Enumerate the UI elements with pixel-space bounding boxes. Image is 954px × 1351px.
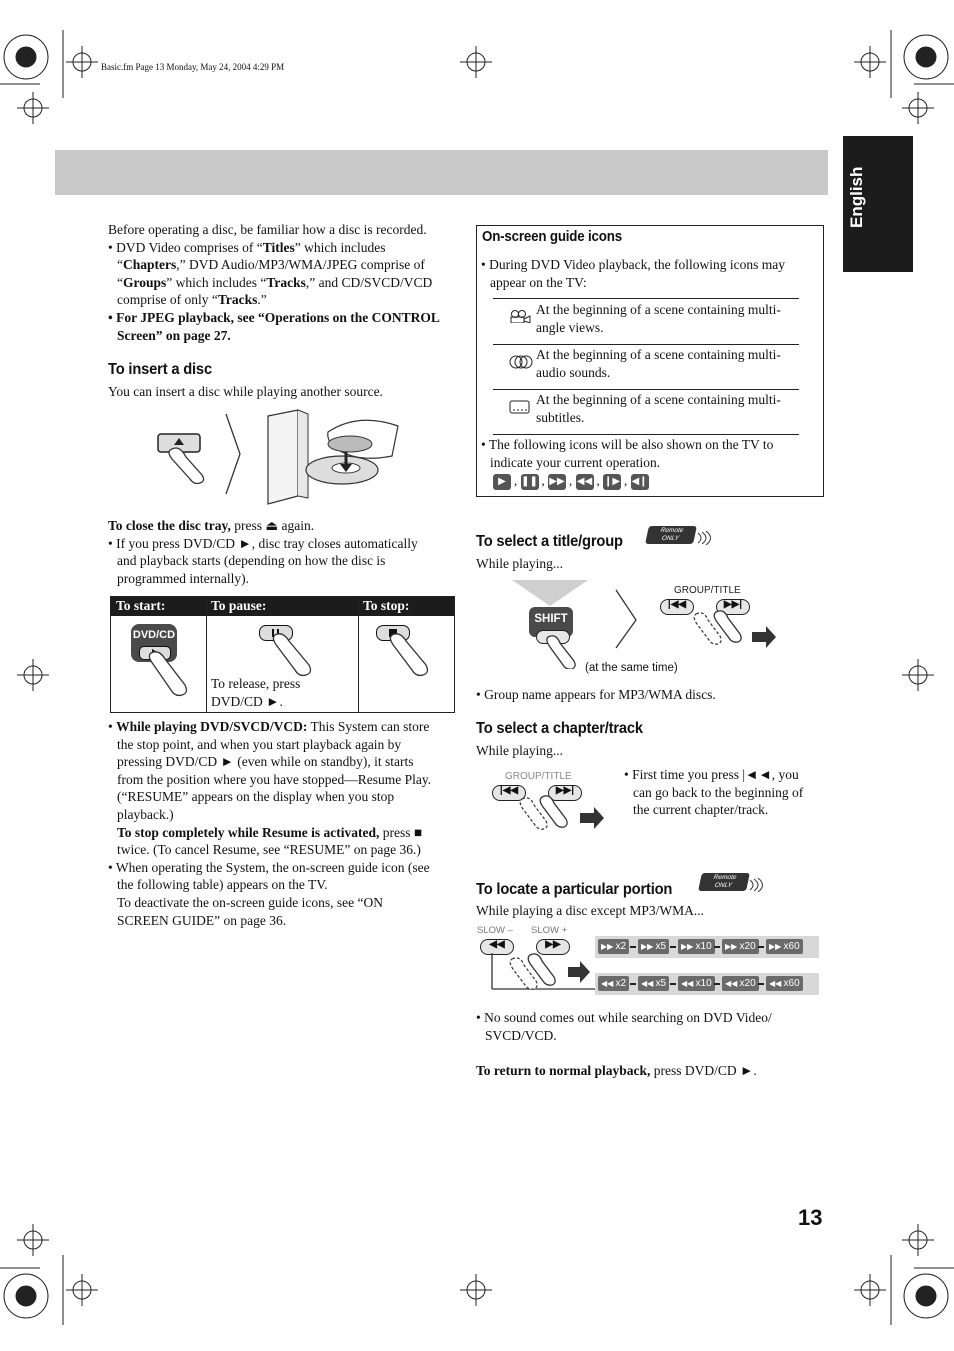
speed-arrow [758,983,764,985]
remote-only-line: Remote [659,527,685,534]
finger-illustration [690,608,780,658]
select-title-note: • Group name appears for MP3/WMA discs. [476,687,716,702]
divider [493,298,799,299]
resume-line [108,824,458,842]
select-title-heading: To select a title/group [476,533,623,550]
resume-text: To deactivate the on-screen guide icons, see “ON [117,894,383,910]
onscreen-guide-box [476,225,824,497]
reverse-speed-chip [722,976,759,991]
pause-note-line: DVD/CD ►. [211,693,283,709]
resume-line [108,753,458,771]
guide-intro-line: • During DVD Video playback, the following icons may [481,257,785,272]
chapter-note-line: • First time you press |◄◄, you [624,767,799,782]
term-titles: Titles [262,239,295,255]
speed-arrow [670,983,676,985]
text-segment: “ [117,257,123,273]
guide-outro-line: • The following icons will be also shown on the TV to [481,437,774,452]
rewind-icon: ◀◀ [489,939,505,950]
locate-note-line: SVCD/VCD. [485,1027,557,1043]
guide-intro [481,256,816,291]
resume-section [108,718,458,929]
fast-forward-icon: ▶▶ [681,942,696,951]
resume-text: the following table) appears on the TV. [117,877,328,893]
language-tab-label: English [847,166,866,228]
resume-line [108,806,458,824]
camera-angle-icon [509,309,531,323]
locate-note [476,1009,816,1044]
chapter-note-line: can go back to the beginning of [633,784,804,800]
rewind-icon: ◀◀ [725,979,740,988]
term-tracks: Tracks [217,292,258,308]
play-icon: ▶ [493,474,511,490]
speed-label: x10 [695,978,712,989]
header-pause: To pause: [211,598,267,613]
shift-label: SHIFT [534,613,568,625]
finger-illustration [388,629,448,679]
speed-arrow [670,946,676,948]
speed-arrow [630,983,636,985]
text-segment: • DVD Video comprises of “ [108,239,263,255]
speed-label: x60 [783,978,800,989]
pause-note-line: To release, press [211,676,301,691]
finger-illustration [516,793,608,843]
guide-outro-line: indicate your current operation. [490,454,661,470]
rewind-icon: ◀◀ [681,979,696,988]
speed-label: x2 [615,941,627,952]
guide-row-line: At the beginning of a scene containing multi- [536,347,781,362]
search-finger-illustration [476,947,596,997]
pause-icon: ❚❚ [521,474,539,490]
resume-bold: To stop completely while Resume is activated, [117,824,380,840]
select-chapter-while: While playing... [476,743,563,758]
locate-while: While playing a disc except MP3/WMA... [476,903,704,918]
dvd-cd-label: DVD/CD [132,629,176,641]
header-start: To start: [116,598,166,613]
text-segment: ,” DVD Audio/MP3/WMA/JPEG comprise of [176,257,425,273]
reverse-speed-bar [595,973,819,995]
resume-bold: While playing DVD/SVCD/VCD: [116,719,308,734]
term-chapters: Chapters [123,257,177,273]
reverse-speed-chip [638,976,669,991]
speed-arrow [714,946,720,948]
speed-arrow [714,983,720,985]
prev-group-button[interactable] [660,599,694,615]
remote-signal-icon [696,531,712,545]
step-arrow [614,588,640,650]
locate-heading: To locate a particular portion [476,881,673,898]
resume-text: the stop point, and when you start playback again by [117,736,402,752]
resume-text: This System can store [307,719,430,734]
divider [493,434,799,435]
speed-label: x10 [695,941,712,952]
speed-label: x2 [615,978,627,989]
speed-arrow [758,946,764,948]
resume-line [108,876,458,894]
resume-text: (“RESUME” appears on the display when you stop [117,789,395,805]
skip-forward-icon: ▶▶| [723,599,743,610]
resume-line [108,894,458,912]
rewind-icon: ◀◀ [576,474,594,490]
press-arrow [512,578,592,608]
speed-label: x20 [739,978,756,989]
insert-subtext: You can insert a disc while playing another source. [108,384,383,399]
term-tracks: Tracks [266,274,306,290]
remote-signal-icon [748,878,764,892]
finger-illustration [147,647,207,702]
finger-illustration [546,633,586,669]
remote-only-text [701,874,748,889]
resume-text: twice. (To cancel Resume, see “RESUME” on page 36.) [117,842,421,858]
group-title-label: GROUP/TITLE [505,771,572,782]
slow-forward-icon: ❙▶ [603,474,621,490]
jpeg-note: • For JPEG playback, see “Operations on the CONTROL [108,309,440,325]
forward-speed-chip [722,939,759,954]
resume-text: from the position where you have stopped—Resume Play. [117,771,432,787]
guide-row-text [536,391,781,426]
text-segment: ” which includes [294,239,386,255]
locate-note-line: • No sound comes out while searching on DVD Video/ [476,1010,772,1025]
remote-only-line: ONLY [714,881,733,889]
header-stop: To stop: [363,598,410,613]
remote-only-text [648,527,695,542]
guide-row-line: audio sounds. [536,364,611,380]
slow-plus-label: SLOW + [531,925,568,936]
insert-heading: To insert a disc [108,361,212,378]
guide-intro-line: appear on the TV: [490,274,587,290]
guide-row-line: subtitles. [536,409,585,425]
rewind-icon: ◀◀ [769,979,784,988]
resume-line [108,771,458,789]
resume-text: SCREEN GUIDE” on page 36. [117,912,287,928]
reverse-speed-chip [766,976,803,991]
slow-minus-label: SLOW – [477,925,513,936]
resume-line [108,912,458,930]
speed-arrow [630,946,636,948]
reverse-speed-chip [598,976,629,991]
remote-only-line: ONLY [661,534,680,542]
bullet: • [108,859,116,875]
guide-row-subtitle [493,390,799,433]
return-normal-bold: To return to normal playback, [476,1063,651,1078]
resume-text: press ■ [379,824,423,840]
text-segment: ,” and CD/SVCD/VCD [305,274,433,290]
guide-row-angle [493,300,799,343]
forward-speed-chip [766,939,803,954]
guide-row-text [536,346,781,381]
guide-outro [481,436,816,471]
col-divider [358,597,359,712]
guide-row-text [536,301,781,336]
fast-forward-icon: ▶▶ [545,939,561,950]
header-band [55,150,828,195]
skip-back-icon: |◀◀ [499,785,519,796]
text-segment: “ [117,274,123,290]
text-segment: .” [257,292,267,308]
resume-text: playback.) [117,806,174,822]
remote-only-line: Remote [712,874,738,881]
bullet: • [108,719,117,734]
language-tab [843,136,913,272]
text-segment: comprise of only “ [117,292,218,308]
skip-forward-icon: ▶▶| [555,785,575,796]
fast-forward-icon: ▶▶ [769,942,784,951]
resume-line [108,788,458,806]
control-table [110,596,455,713]
forward-speed-chip [678,939,715,954]
resume-line [108,718,458,736]
tray-bullet: • If you press DVD/CD ►, disc tray closes automatically [108,535,418,551]
page-number: 13 [798,1205,823,1230]
return-normal-text: press DVD/CD ►. [650,1063,757,1078]
guide-title: On-screen guide icons [482,229,622,245]
forward-speed-chip [638,939,669,954]
guide-row-line: angle views. [536,319,604,335]
intro-text: Before operating a disc, be familiar how a disc is recorded. [108,222,427,237]
pause-note [211,675,300,710]
subtitle-icon [509,400,531,414]
select-chapter-heading: To select a chapter/track [476,720,643,737]
skip-back-icon: |◀◀ [667,599,687,610]
close-tray-bold: To close the disc tray, [108,518,231,533]
term-groups: Groups [123,274,167,290]
forward-speed-chip [598,939,629,954]
tray-bullet-cont: programmed internally). [117,570,249,586]
fast-forward-icon: ▶▶ [548,474,566,490]
remote-only-badge [645,526,697,544]
remote-only-badge [698,873,750,891]
insert-disc-illustration [150,404,410,509]
guide-row-audio [493,345,799,388]
forward-speed-bar [595,936,819,958]
rewind-icon: ◀◀ [601,979,616,988]
slow-reverse-icon: ◀❙ [631,474,649,490]
resume-text: When operating the System, the on-screen guide icon (see [115,859,430,875]
resume-line [108,859,458,877]
close-tray [108,517,458,587]
select-title-while: While playing... [476,556,563,571]
jpeg-note-cont: Screen” on page 27. [117,327,231,343]
speed-label: x60 [783,941,800,952]
close-tray-text: press ⏏ again. [230,518,315,533]
chapter-note-line: the current chapter/track. [633,802,769,818]
fast-forward-icon: ▶▶ [601,942,616,951]
return-normal [476,1062,757,1080]
text-segment: ” which includes “ [166,274,267,290]
resume-line [108,736,458,754]
group-title-label: GROUP/TITLE [674,585,741,596]
guide-row-line: At the beginning of a scene containing multi- [536,392,781,407]
reverse-speed-chip [678,976,715,991]
resume-text: pressing DVD/CD ► (even while on standby), it starts [117,754,414,770]
finger-illustration [271,629,331,679]
audio-icon [509,355,533,369]
speed-label: x20 [739,941,756,952]
fast-forward-icon: ▶▶ [725,942,740,951]
same-time-note: (at the same time) [585,662,678,674]
rewind-icon: ◀◀ [641,979,656,988]
operation-icons: ▶ , ❚❚ , ▶▶ , ◀◀ , ❙▶ , ◀❙ [493,473,652,490]
file-info: Basic.fm Page 13 Monday, May 24, 2004 4:29 PM [101,62,285,72]
speed-label: x5 [655,978,667,989]
speed-label: x5 [655,941,667,952]
intro [108,221,458,344]
select-chapter-note [624,766,824,819]
tray-bullet-cont: and playback starts (depending on how the disc is [117,553,386,569]
fast-forward-icon: ▶▶ [641,942,656,951]
guide-row-line: At the beginning of a scene containing multi- [536,302,781,317]
resume-line [108,841,458,859]
